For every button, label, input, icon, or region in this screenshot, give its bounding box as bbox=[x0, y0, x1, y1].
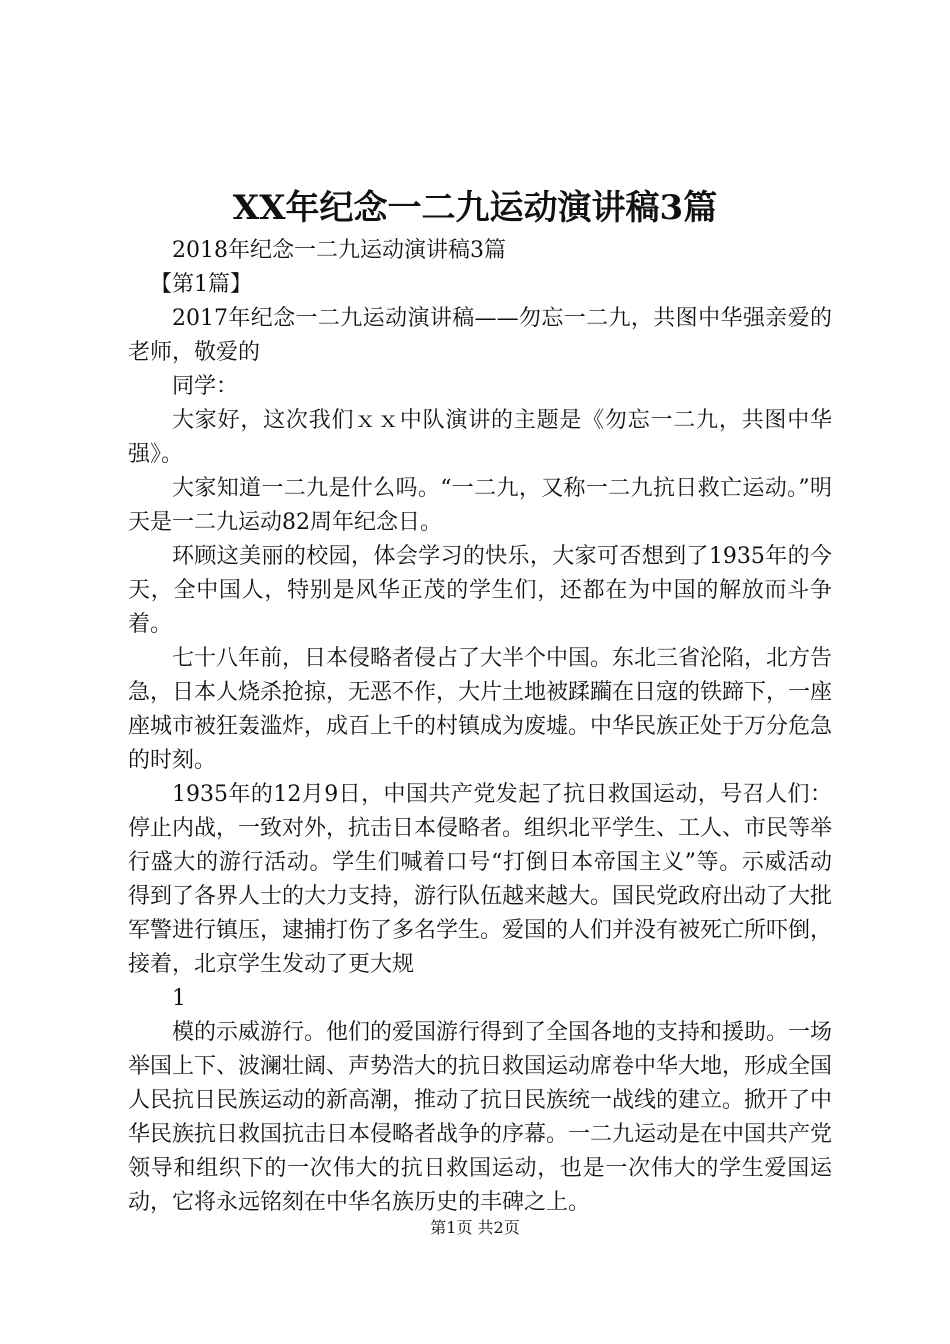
paragraph: 同学： bbox=[172, 374, 239, 399]
section-heading: 【第1篇】 bbox=[150, 272, 252, 297]
document-body bbox=[128, 234, 832, 1220]
paragraph: 环顾这美丽的校园，体会学习的快乐，大家可否想到了1935年的今天，全中国人，特别是风华正茂的学生们，还都在为中国的解放而斗争着。 bbox=[128, 544, 832, 637]
paragraph: 大家好，这次我们ｘｘ中队演讲的主题是《勿忘一二九，共图中华强》。 bbox=[128, 408, 832, 467]
document-title: XX年纪念一二九运动演讲稿3篇 bbox=[232, 188, 718, 228]
paragraph: 1935年的12月9日，中国共产党发起了抗日救国运动，号召人们：停止内战，一致对外，抗击日本侵略者。组织北平学生、工人、市民等举行盛大的游行活动。学生们喊着口号“打倒日本帝国主义”等。示威活动得到了各界人士的大力支持，游行队伍越来越大。国民党政府出动了大批军警进行镇压，逮捕打伤了多名学生。爱国的人们并没有被死亡所吓倒，接着，北京学生发动了更大规 bbox=[128, 782, 833, 977]
paragraph: 2017年纪念一二九运动演讲稿——勿忘一二九，共图中华强亲爱的老师，敬爱的 bbox=[128, 306, 832, 365]
paragraph: 模的示威游行。他们的爱国游行得到了全国各地的支持和援助。一场举国上下、波澜壮阔、声势浩大的抗日救国运动席卷中华大地，形成全国人民抗日民族运动的新高潮，推动了抗日民族统一战线的建立。掀开了中华民族抗日救国抗击日本侵略者战争的序幕。一二九运动是在中国共产党领导和组织下的一次伟大的抗日救国运动，也是一次伟大的学生爱国运动，它将永远铭刻在中华名族历史的丰碑之上。 bbox=[128, 1020, 833, 1215]
page-footer: 第1页 共2页 bbox=[430, 1218, 520, 1237]
paragraph: 七十八年前，日本侵略者侵占了大半个中国。东北三省沦陷，北方告急，日本人烧杀抢掠，无恶不作，大片土地被蹂躏在日寇的铁蹄下，一座座城市被狂轰滥炸，成百上千的村镇成为废墟。中华民族正处于万分危急的时刻。 bbox=[128, 646, 833, 773]
paragraph: 大家知道一二九是什么吗。“一二九，又称一二九抗日救亡运动。”明天是一二九运动82周年纪念日。 bbox=[128, 476, 832, 535]
inline-page-number: 1 bbox=[172, 986, 186, 1011]
subtitle-paragraph: 2018年纪念一二九运动演讲稿3篇 bbox=[172, 238, 506, 263]
